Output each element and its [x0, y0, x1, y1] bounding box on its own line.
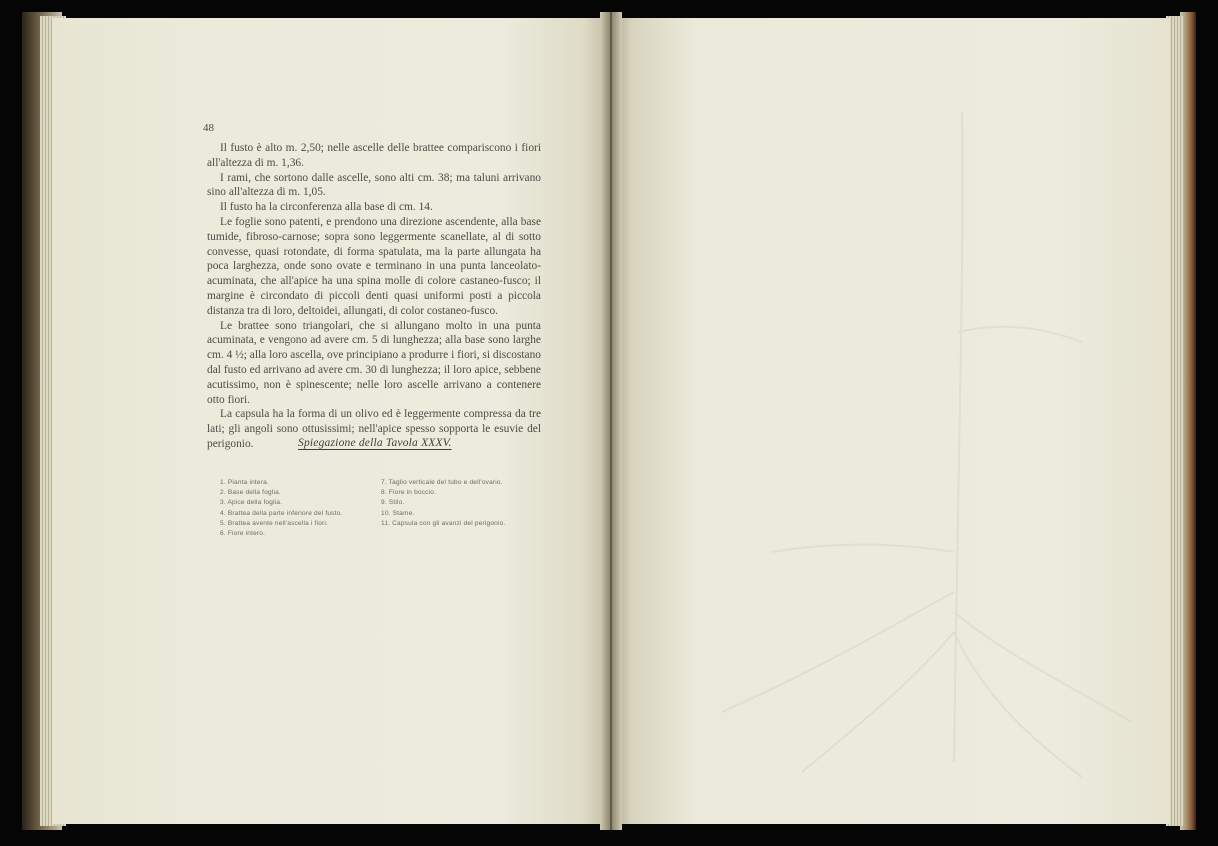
paragraph: Le foglie sono patenti, e prendono una direzione ascendente, alla base tumide, fibroso-carnose; sopra sono leggermente scanellate, al di sotto convesse, quasi rotondate, di forma spatulata, ma la parte allungata ha poca larghezza, onde sono ovate e terminano in una punta lanceolato-acuminata, che all'apice ha una spina molle di colore castaneo-fusco; il margine è circondato di piccoli denti quasi uniformi posti a piccola distanza tra di loro, deltoidei, allungati, di color costaneo-fusco. [207, 215, 541, 317]
legend-list-left [220, 478, 342, 539]
paragraph: I rami, che sortono dalle ascelle, sono alti cm. 38; ma taluni arrivano sino all'altezza di m. 1,05. [207, 171, 541, 199]
legend-item: 3. Apice della foglia. [220, 499, 283, 507]
book-gutter [600, 12, 622, 830]
body-text [207, 141, 541, 452]
caption-title: Spiegazione della Tavola XXXV. [298, 437, 452, 449]
legend-item: 2. Base della foglia. [220, 489, 281, 497]
plate-bleedthrough-ghost [662, 72, 1142, 792]
book-spread [22, 12, 1196, 830]
paragraph: Il fusto ha la circonferenza alla base di cm. 14. [220, 201, 433, 214]
legend-item: 5. Brattea avente nell'ascella i fiori. [220, 519, 329, 527]
legend-item: 1. Pianta intera. [220, 479, 269, 486]
legend-item: 7. Taglio verticale del tubo e dell'ovario. [381, 479, 503, 486]
paragraph: Il fusto è alto m. 2,50; nelle ascelle delle brattee compariscono i fiori all'altezza di m. 1,36. [207, 142, 541, 169]
legend-item: 10. Stame. [381, 509, 415, 517]
legend-item: 4. Brattea della parte inferiore del fusto. [220, 509, 343, 517]
paragraph: Le brattee sono triangolari, che si allungano molto in una punta acuminata, e vengono ad avere cm. 5 di lunghezza; alla base sono larghe cm. 4 ½; alla loro ascella, ove principiano a produrre i fiori, si discostano dal fusto ed arrivano ad avere cm. 30 di lunghezza; il loro apice, sebbene acutissimo, non è spinescente; nelle loro ascelle arrivano a contenere otto fiori. [207, 319, 541, 406]
page-number: 48 [203, 122, 214, 134]
legend-item: 11. Capsula con gli avanzi del perigonio. [381, 519, 506, 527]
legend-item: 8. Fiore in boccio. [381, 489, 437, 497]
right-page [610, 18, 1170, 824]
paragraph: La capsula ha la forma di un olivo ed è leggermente compressa da tre lati; gli angoli sono ottusissimi; nell'apice spesso sopporta le esuvie del perigonio. [207, 408, 541, 450]
legend-item: 9. Stilo. [381, 499, 405, 507]
legend-list-right [381, 478, 505, 529]
legend-item: 6. Fiore intero. [220, 530, 266, 538]
